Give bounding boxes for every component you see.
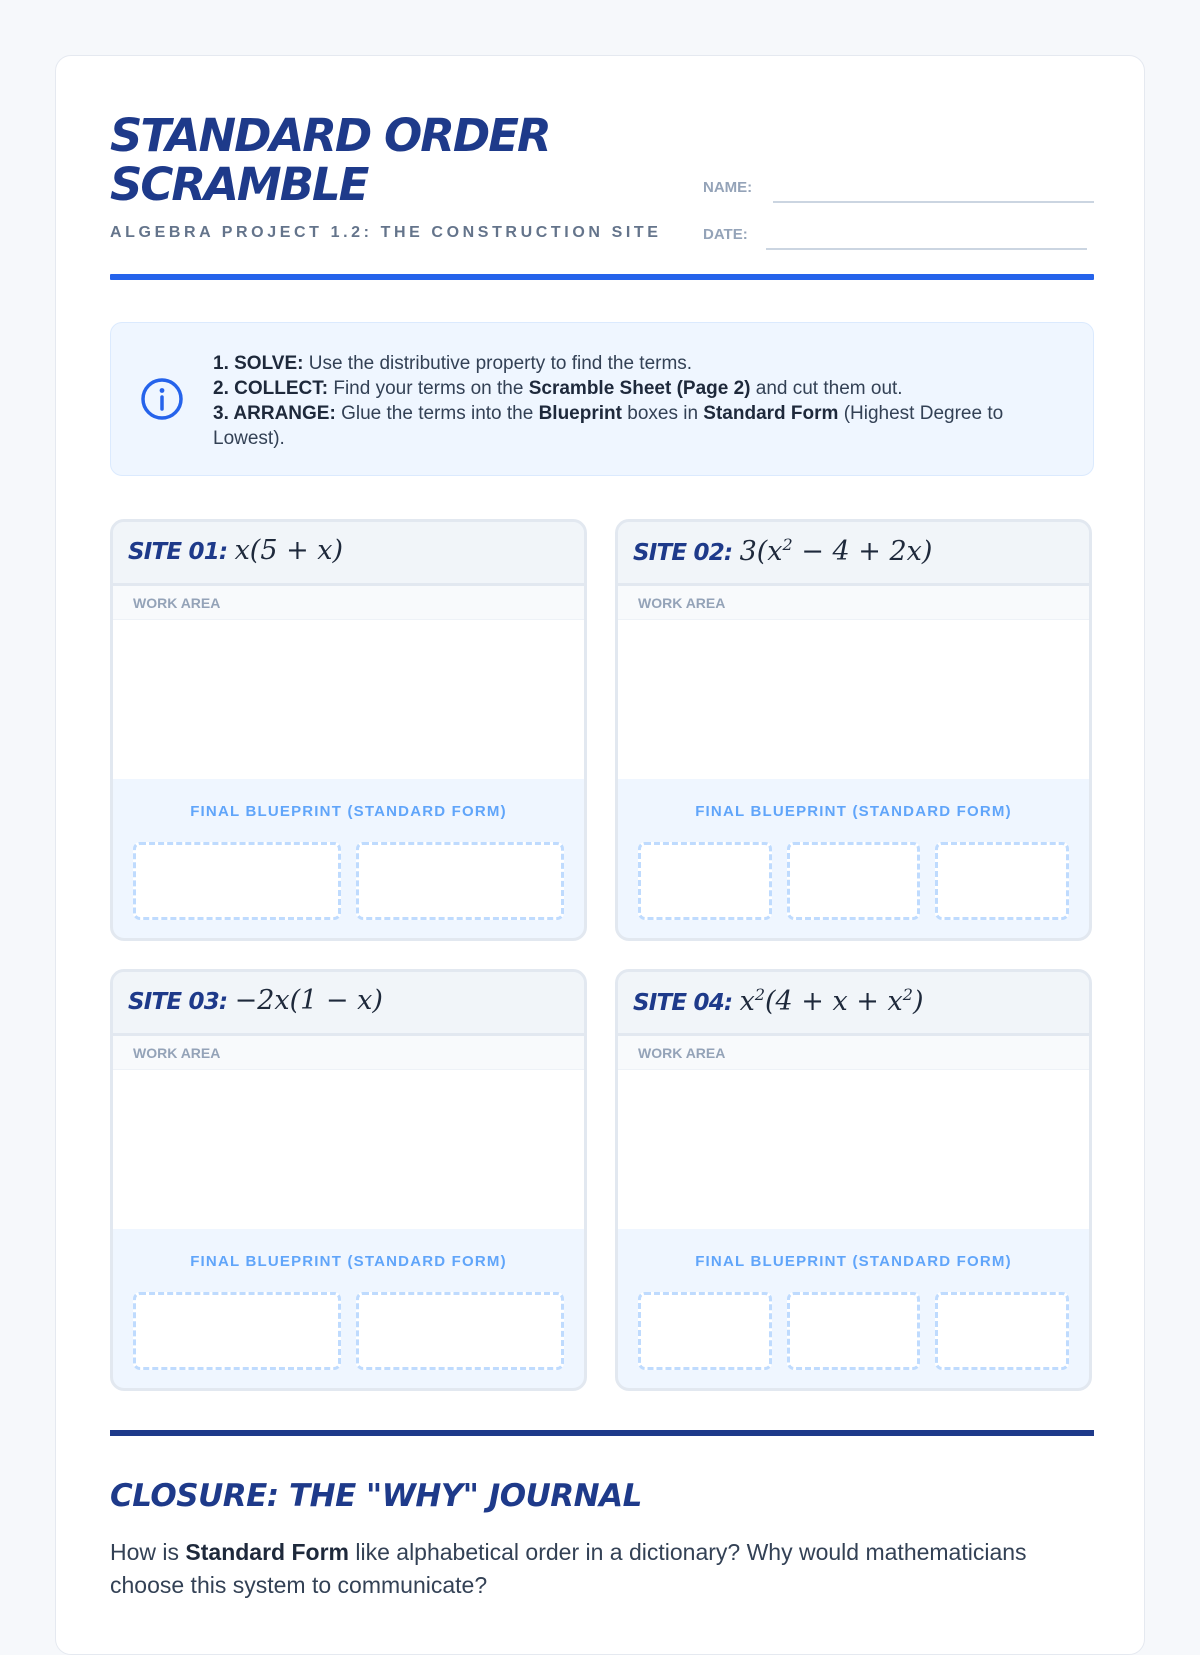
- blueprint-boxes: [133, 1292, 564, 1370]
- name-label: NAME:: [703, 179, 753, 196]
- name-line[interactable]: [773, 201, 1094, 203]
- site-card-03: [110, 969, 587, 1391]
- instructions-box: [110, 322, 1094, 476]
- blueprint-label: FINAL BLUEPRINT (STANDARD FORM): [190, 1253, 507, 1270]
- blueprint-box[interactable]: [787, 1292, 921, 1370]
- site-expression: −2x(1 − x): [234, 985, 383, 1016]
- site-header: [113, 972, 584, 1036]
- site-card-02: [615, 519, 1092, 941]
- work-area[interactable]: [618, 1070, 1089, 1229]
- instruction-step-arrange: 3. ARRANGE: Glue the terms into the Blueprint boxes in Standard Form (Highest Degree to Lowest).: [213, 403, 1004, 449]
- work-area-label: WORK AREA: [113, 586, 584, 620]
- work-area[interactable]: [113, 1070, 584, 1229]
- work-area-label: WORK AREA: [113, 1036, 584, 1070]
- site-expression: $3(x^2 - 4 + 2x)$: [739, 535, 933, 567]
- site-header: [113, 522, 584, 586]
- blueprint-box[interactable]: [638, 1292, 772, 1370]
- blueprint-label: FINAL BLUEPRINT (STANDARD FORM): [695, 803, 1012, 820]
- blueprint-box[interactable]: [356, 1292, 564, 1370]
- date-field[interactable]: [703, 226, 1087, 250]
- header-divider: [110, 274, 1094, 280]
- info-icon: [139, 376, 185, 422]
- instructions-text: [213, 351, 1063, 451]
- blueprint-label: FINAL BLUEPRINT (STANDARD FORM): [695, 1253, 1012, 1270]
- blueprint-boxes: [638, 1292, 1069, 1370]
- work-area-label: WORK AREA: [618, 1036, 1089, 1070]
- blueprint-box[interactable]: [133, 842, 341, 920]
- blueprint-box[interactable]: [787, 842, 921, 920]
- site-label: SITE 03:: [128, 989, 228, 1015]
- closure-title: CLOSURE: THE "WHY" JOURNAL: [110, 1478, 642, 1514]
- blueprint-box[interactable]: [133, 1292, 341, 1370]
- site-expression: x(5 + x): [234, 535, 344, 566]
- closure-prompt: How is Standard Form like alphabetical order in a dictionary? Why would mathematicians choose this system to communicate?: [110, 1539, 1027, 1598]
- site-expression: $x^2(4 + x + x^2)$: [739, 985, 924, 1017]
- site-card-01: [110, 519, 587, 941]
- blueprint-box[interactable]: [935, 1292, 1069, 1370]
- work-area[interactable]: [618, 620, 1089, 779]
- name-field[interactable]: [703, 179, 1094, 203]
- instruction-step-solve: 1. SOLVE: Use the distributive property to find the terms.: [213, 353, 693, 374]
- blueprint-boxes: [638, 842, 1069, 920]
- worksheet-page: [55, 55, 1145, 1655]
- site-card-04: [615, 969, 1092, 1391]
- date-label: DATE:: [703, 226, 748, 243]
- work-area-label: WORK AREA: [618, 586, 1089, 620]
- site-label: SITE 04:: [633, 990, 733, 1016]
- page-subtitle: ALGEBRA PROJECT 1.2: THE CONSTRUCTION SITE: [110, 224, 662, 241]
- site-header: [618, 972, 1089, 1036]
- instruction-step-collect: 2. COLLECT: Find your terms on the Scramble Sheet (Page 2) and cut them out.: [213, 378, 903, 399]
- page-title: STANDARD ORDER SCRAMBLE: [110, 109, 550, 211]
- date-line[interactable]: [766, 248, 1087, 250]
- work-area[interactable]: [113, 620, 584, 779]
- blueprint-box[interactable]: [935, 842, 1069, 920]
- closure-divider: [110, 1430, 1094, 1436]
- site-header: [618, 522, 1089, 586]
- site-label: SITE 01:: [128, 539, 228, 565]
- blueprint-box[interactable]: [638, 842, 772, 920]
- blueprint-label: FINAL BLUEPRINT (STANDARD FORM): [190, 803, 507, 820]
- blueprint-box[interactable]: [356, 842, 564, 920]
- site-label: SITE 02:: [633, 540, 733, 566]
- blueprint-boxes: [133, 842, 564, 920]
